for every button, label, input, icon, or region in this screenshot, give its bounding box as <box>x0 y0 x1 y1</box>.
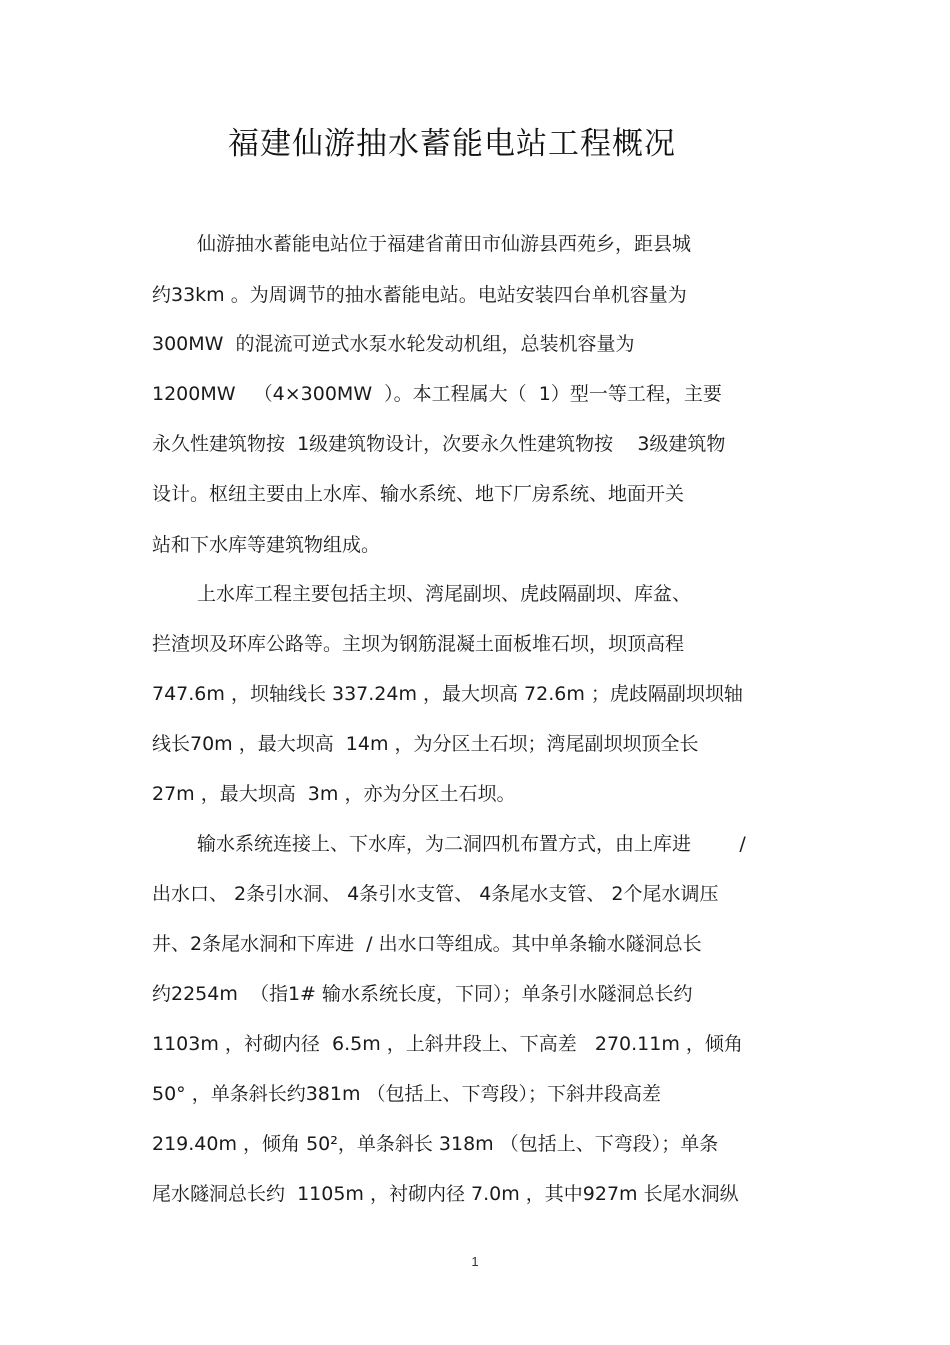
text-line: 井、2条尾水洞和下库进 / 出水口等组成。其中单条输水隧洞总长 <box>152 933 702 955</box>
text-line: 输水系统连接上、下水库，为二洞四机布置方式，由上库进 / <box>197 833 746 855</box>
text-line: 27m ，最大坝高 3m ，亦为分区土石坝。 <box>152 783 516 805</box>
text-line: 1103m ，衬砌内径 6.5m ，上斜井段上、下高差 270.11m ，倾角 <box>152 1033 743 1055</box>
document-title: 福建仙游抽水蓄能电站工程概况 <box>228 126 676 162</box>
text-line: 50° ，单条斜长约381m （包括上、下弯段）；下斜井段高差 <box>152 1083 662 1105</box>
text-line: 永久性建筑物按 1级建筑物设计，次要永久性建筑物按 3级建筑物 <box>152 433 726 455</box>
text-line: 约2254m （指1# 输水系统长度，下同）；单条引水隧洞总长约 <box>152 983 693 1005</box>
text-line: 尾水隧洞总长约 1105m ，衬砌内径 7.0m ，其中927m 长尾水洞纵 <box>152 1183 739 1205</box>
text-line: 约33km 。为周调节的抽水蓄能电站。电站安装四台单机容量为 <box>152 284 687 306</box>
text-line: 747.6m ，坝轴线长 337.24m ，最大坝高 72.6m ；虎歧隔副坝坝轴 <box>152 683 743 705</box>
text-line: 设计。枢纽主要由上水库、输水系统、地下厂房系统、地面开关 <box>152 483 685 505</box>
text-line: 1200MW （4×300MW ）。本工程属大（ 1）型一等工程，主要 <box>152 383 722 405</box>
text-line: 出水口、 2条引水洞、 4条引水支管、 4条尾水支管、 2个尾水调压 <box>152 883 719 905</box>
text-line: 219.40m ，倾角 50²，单条斜长 318m （包括上、下弯段）；单条 <box>152 1133 719 1155</box>
page-number: 1 <box>471 1254 479 1269</box>
text-line: 线长70m ，最大坝高 14m ，为分区土石坝；湾尾副坝坝顶全长 <box>152 733 699 755</box>
text-line: 300MW 的混流可逆式水泵水轮发动机组，总装机容量为 <box>152 333 635 355</box>
text-line: 站和下水库等建筑物组成。 <box>152 534 381 556</box>
text-line: 仙游抽水蓄能电站位于福建省莆田市仙游县西苑乡，距县城 <box>197 233 692 255</box>
text-line: 拦渣坝及环库公路等。主坝为钢筋混凝土面板堆石坝，坝顶高程 <box>152 633 685 655</box>
text-line: 上水库工程主要包括主坝、湾尾副坝、虎歧隔副坝、库盆、 <box>197 583 692 605</box>
